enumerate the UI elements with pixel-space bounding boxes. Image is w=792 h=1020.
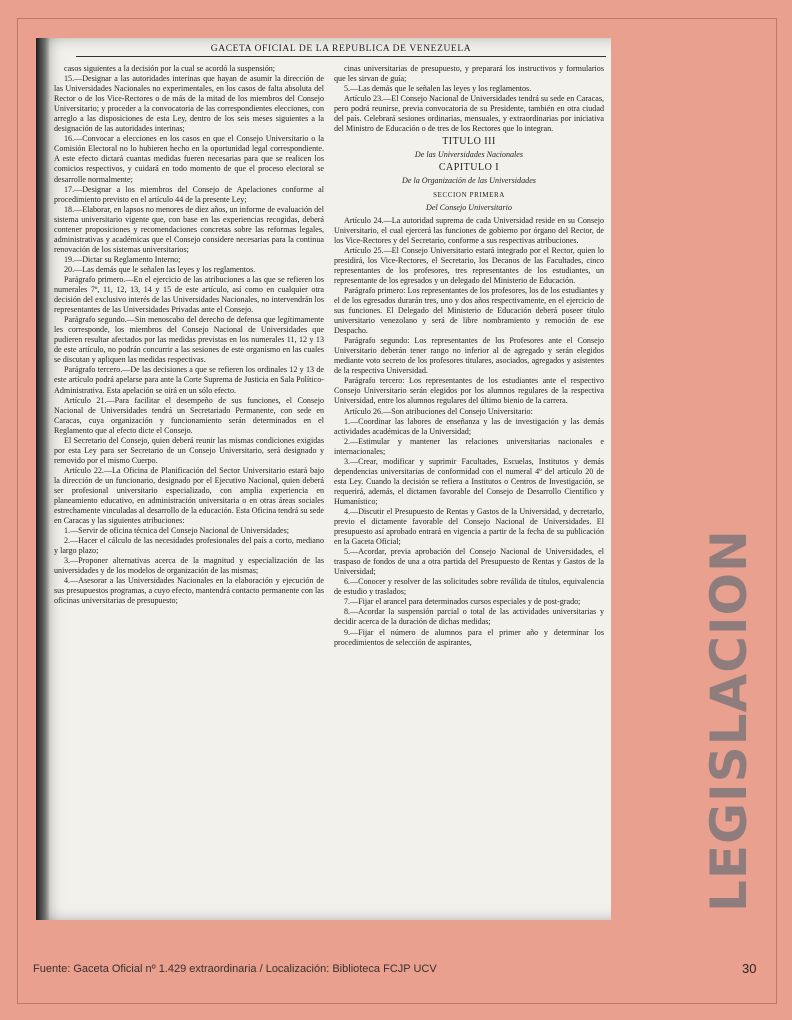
left-paragraph: 4.—Asesorar a las Universidades Nacionales en la elaboración y ejecución de sus presupuestos programas, a cuyo efecto, mantendrá contacto permanente con las oficinas universitarias de presupuesto; [54,576,324,606]
right-paragraph: 1.—Coordinar las labores de enseñanza y las de investigación y las demás actividades académicas de la Universidad; [334,416,604,436]
left-paragraph: 1.—Servir de oficina técnica del Consejo Nacional de Universidades; [64,526,289,536]
seccion-subheading: Del Consejo Universitario [426,202,512,212]
left-paragraph: Parágrafo tercero.—De las decisiones a que se refieren los ordinales 12 y 13 de este artículo podrá apelarse para ante la Corte Suprema de Justicia en Sala Político-Administrativa. Esta apelación se oirá en un sólo efecto. [54,365,324,395]
right-paragraph: 9.—Fijar el número de alumnos para el primer año y determinar los procedimientos de selección de aspirantes, [334,627,604,647]
right-column [334,64,604,912]
gazette-header: GACETA OFICIAL DE LA REPUBLICA DE VENEZUELA [76,44,606,57]
left-paragraph: Parágrafo primero.—En el ejercicio de las atribuciones a las que se refieren los numerales 7º, 11, 12, 13, 14 y 15 de este artículo, así como en cualquier otra decisión del exclusivo interés de las Universidades Nacionales, no intervendrán los representantes de las Universidades Privadas ante el Consejo. [54,274,324,315]
left-paragraph: 19.—Dictar su Reglamento Interno; [64,254,181,264]
seccion-heading: SECCION PRIMERA [433,190,505,199]
titulo-subheading: De las Universidades Nacionales [414,150,524,160]
page-number: 30 [742,961,757,976]
left-column [54,64,324,912]
right-paragraph: Parágrafo tercero: Los representantes de los estudiantes ante el respectivo Consejo Universitario serán elegidos por los alumnos regulares de la respectiva Universidad, entre los alumnos regulares del último bienio de la carrera. [334,376,604,406]
capitulo-heading: CAPITULO I [438,162,500,174]
right-paragraph: 7.—Fijar el arancel para determinados cursos especiales y de post-grado; [344,597,581,607]
right-paragraph: Parágrafo segundo: Los representantes de los Profesores ante el Consejo Universitario deberán tener rango no inferior al de agregado y serán elegidos mediante voto secreto de los profesores titulares, asociados, agregados y asistentes de la respectiva Universidad. [334,336,604,376]
right-paragraph: 5.—Acordar, previa aprobación del Consejo Nacional de Universidades, el traspaso de fondos de una a otra partida del Presupuesto de Rentas y Gastos de la Universidad; [334,547,604,577]
left-paragraph: Artículo 21.—Para facilitar el desempeño de sus funciones, el Consejo Nacional de Universidades tendrá un Secretariado Permanente, con sede en Caracas, cuya organización y funcionamiento serán determinados en el Reglamento que al efecto dicte el Consejo. [54,395,324,435]
left-paragraph: 2.—Hacer el cálculo de las necesidades profesionales del país a corto, mediano y largo plazo; [54,536,324,556]
left-paragraph: Parágrafo segundo.—Sin menoscabo del derecho de defensa que legítimamente les corresponde, los miembros del Consejo Nacional de Universidades que pudieren resultar afectados por las medidas previstas en los numerales 11, 12 y 13 de este artículo, no podrán concurrir a las sesiones de este organismo en las cuales se discutan y apliquen las medidas respectivas. [54,315,324,365]
right-paragraph: 3.—Crear, modificar y suprimir Facultades, Escuelas, Institutos y demás dependencias universitarias de conformidad con el numeral 4º del artículo 20 de esta Ley. Cuando la decisión se refiera a Institutos o Centros de Investigación, se requerirá, además, el dictamen favorable del Consejo de Desarrollo Científico y Humanístico; [334,456,604,506]
left-paragraph: Artículo 22.—La Oficina de Planificación del Sector Universitario estará bajo la dirección de un funcionario, designado por el Ejecutivo Nacional, quien deberá ser profesional universitario especializado, con amplia experiencia en planeamiento educativo, en administración universitaria o en otras áreas sociales estrechamente vinculadas al desarrollo de la educación. Esta Oficina tendrá su sede en Caracas y las siguientes atribuciones: [54,465,324,526]
scanned-document [36,38,611,920]
capitulo-subheading: De la Organización de las Universidades [402,176,536,186]
left-paragraph: 18.—Elaborar, en lapsos no menores de diez años, un informe de evaluación del sistema universitario vigente que, con base en las experiencias recogidas, deberá contener proposiciones y recomendaciones concretas sobre las reformas legales, administrativas y académicas que el Consejo considere necesarias para la continua renovación de los sistemas universitarios; [54,204,324,254]
right-paragraph: 8.—Acordar la suspensión parcial o total de las actividades universitarias y decidir acerca de la duración de dichas medidas; [334,607,604,627]
right-paragraph: Artículo 25.—El Consejo Universitario estará integrado por el Rector, quien lo presidirá, los Vice-Rectores, el Secretario, los Decanos de las Facultades, cinco representantes de los profesores, tres representantes de los estudiantes, un representante de los egresados y un delegado del Ministerio de Educación. [334,245,604,285]
right-paragraph: cinas universitarias de presupuesto, y preparará los instructivos y formularios que les sirvan de guía; [334,64,604,84]
left-paragraph: 16.—Convocar a elecciones en los casos en que el Consejo Universitario o la Comisión Electoral no lo hubieren hecho en la oportunidad legal correspondiente. A este efecto dictará cuantas medidas fueren necesarias para que se realicen los comicios respectivos, y cuidará en todo momento de que el proceso electoral se desarrolle normalmente; [54,134,324,184]
left-paragraph: 15.—Designar a las autoridades interinas que hayan de asumir la dirección de las Universidades Nacionales no experimentales, en los casos de falta absoluta del Rector o de los Vice-Rectores o de más de la mitad de los miembros del Consejo Universitario; y proceder a la convocatoria de las correspondientes elecciones, con arreglo a las disposiciones de esta Ley, dentro de los seis meses siguientes a la designación de las autoridades interinas; [54,74,324,134]
right-paragraph: 6.—Conocer y resolver de las solicitudes sobre reválida de títulos, equivalencia de estudio y traslados; [334,577,604,597]
right-paragraph: Artículo 23.—El Consejo Nacional de Universidades tendrá su sede en Caracas, pero podrá reunirse, previa convocatoria de su Presidente, también en otra ciudad del país. Celebrará sesiones ordinarias, mensuales, y extraordinarias por iniciativa del Ministro de Educación o de tres de los Rectores que lo integran. [334,94,604,134]
right-paragraph: 5.—Las demás que le señalen las leyes y los reglamentos. [344,84,532,94]
left-paragraph: El Secretario del Consejo, quien deberá reunir las mismas condiciones exigidas por esta Ley para ser Secretario de un Consejo Universitario, será designado y removido por el mismo Cuerpo. [54,435,324,465]
section-label-vertical: LEGISLACION [700,529,758,912]
left-paragraph: casos siguientes a la decisión por la cual se acordó la suspensión; [64,64,276,73]
right-paragraph: 2.—Estimular y mantener las relaciones universitarias nacionales e internacionales; [334,436,604,456]
left-paragraph: 20.—Las demás que le señalen las leyes y los reglamentos. [64,264,256,274]
titulo-heading: TITULO III [442,136,496,148]
right-paragraph: Parágrafo primero: Los representantes de los profesores, los de los estudiantes y el de los egresados durarán tres, uno y dos años respectivamente, en el ejercicio de sus funciones. El Delegado del Ministerio de Educación deberá poseer título universitario venezolano y será de libre nombramiento y remoción de ese Despacho. [334,285,604,336]
right-paragraph: Artículo 26.—Son atribuciones del Consejo Universitario: [344,406,533,416]
right-paragraph: Artículo 24.—La autoridad suprema de cada Universidad reside en su Consejo Universitario, el cual ejercerá las funciones de gobierno por órgano del Rector, de los Vice-Rectores y del Secretario, conforme a sus respectivas atribuciones. [334,215,604,245]
left-paragraph: 17.—Designar a los miembros del Consejo de Apelaciones conforme al procedimiento previsto en el artículo 44 de la presente Ley; [54,184,324,204]
scan-shadow-edge [36,38,50,920]
left-paragraph: 3.—Proponer alternativas acerca de la magnitud y especialización de las universidades y de los modelos de organización de las mismas; [54,556,324,576]
right-paragraph: 4.—Discutir el Presupuesto de Rentas y Gastos de la Universidad, y decretarlo, previo el dictamente favorable del Consejo Nacional de Universidades. El presupuesto así aprobado entrará en vigencia a partir de la fecha de su publicación en la Gaceta Oficial; [334,506,604,547]
footer-source: Fuente: Gaceta Oficial nº 1.429 extraordinaria / Localización: Biblioteca FCJP UCV [33,963,437,975]
